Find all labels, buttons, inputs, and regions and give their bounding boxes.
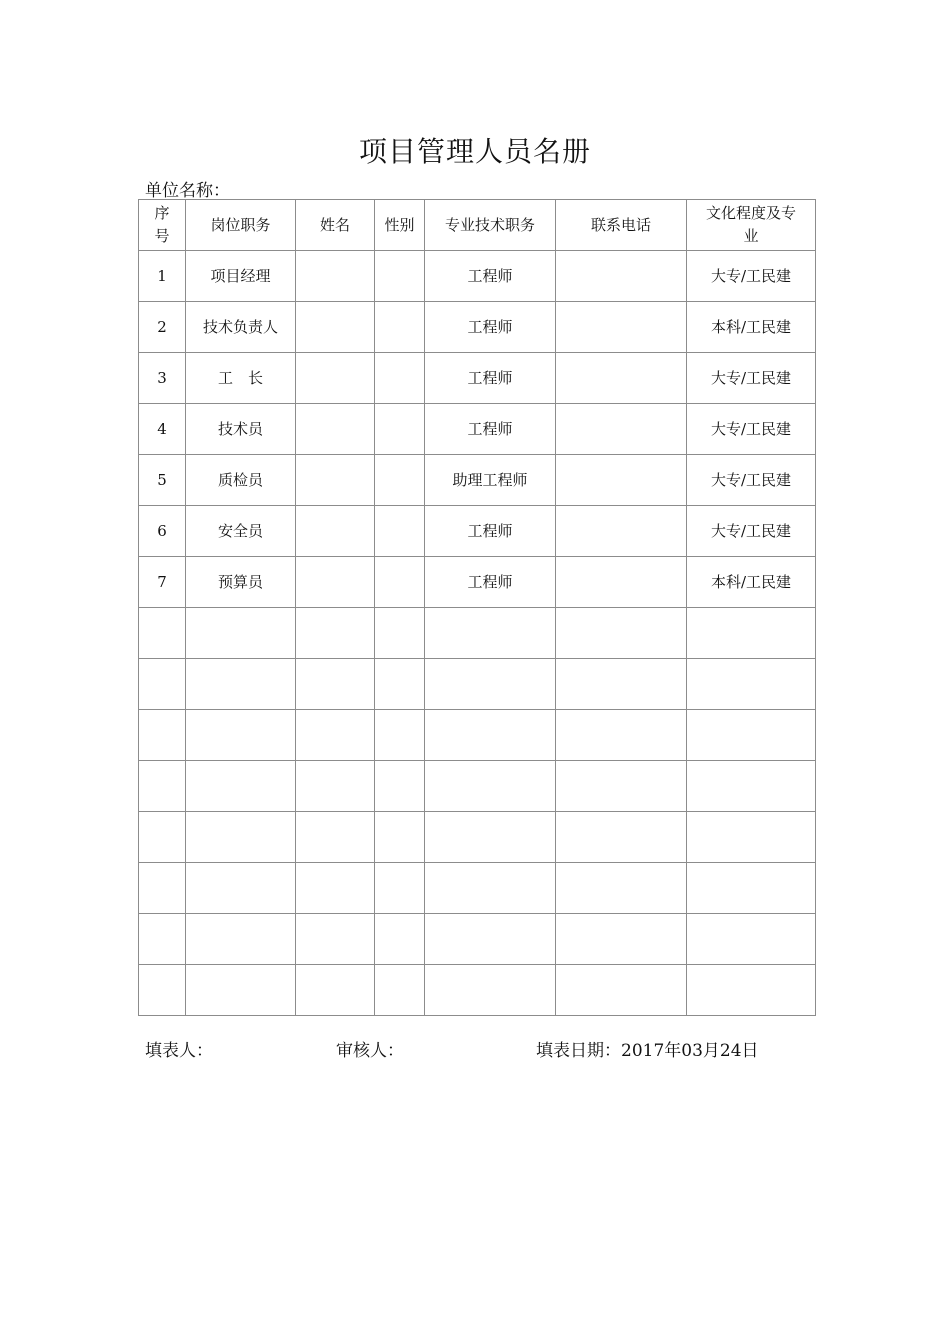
cell-position: 技术员 [186, 404, 296, 455]
cell-seq: 5 [139, 455, 186, 506]
cell-seq: 3 [139, 353, 186, 404]
table-row [139, 251, 816, 302]
cell-tech-title [425, 608, 556, 659]
cell-phone [556, 302, 687, 353]
cell-tech-title [425, 965, 556, 1016]
cell-name [296, 302, 375, 353]
cell-position [186, 710, 296, 761]
fill-date-label: 填表日期：2017年03月24日 [536, 1041, 759, 1061]
header-name: 姓名 [296, 200, 375, 251]
cell-education: 大专/工民建 [687, 251, 816, 302]
cell-tech-title: 工程师 [425, 251, 556, 302]
table-row [139, 812, 816, 863]
cell-phone [556, 761, 687, 812]
unit-name-label: 单位名称： [145, 181, 230, 201]
cell-position [186, 608, 296, 659]
table-header-row [139, 200, 816, 251]
cell-seq [139, 914, 186, 965]
cell-phone [556, 710, 687, 761]
cell-phone [556, 914, 687, 965]
header-position: 岗位职务 [186, 200, 296, 251]
cell-tech-title: 工程师 [425, 404, 556, 455]
cell-name [296, 812, 375, 863]
cell-position: 工 长 [186, 353, 296, 404]
cell-tech-title [425, 812, 556, 863]
cell-phone [556, 863, 687, 914]
cell-position: 预算员 [186, 557, 296, 608]
table-row [139, 710, 816, 761]
table-row [139, 506, 816, 557]
cell-phone [556, 812, 687, 863]
cell-gender [375, 761, 425, 812]
cell-gender [375, 965, 425, 1016]
page-title: 项目管理人员名册 [358, 135, 591, 168]
table-row [139, 608, 816, 659]
table-row [139, 965, 816, 1016]
cell-position: 质检员 [186, 455, 296, 506]
cell-name [296, 506, 375, 557]
cell-education: 大专/工民建 [687, 506, 816, 557]
cell-gender [375, 812, 425, 863]
cell-phone [556, 251, 687, 302]
cell-phone [556, 353, 687, 404]
cell-name [296, 761, 375, 812]
cell-seq [139, 710, 186, 761]
cell-name [296, 710, 375, 761]
cell-phone [556, 965, 687, 1016]
cell-education [687, 659, 816, 710]
table-row [139, 302, 816, 353]
staff-roster-table [138, 199, 816, 1016]
cell-position [186, 812, 296, 863]
cell-phone [556, 404, 687, 455]
cell-education: 本科/工民建 [687, 557, 816, 608]
cell-phone [556, 659, 687, 710]
table-row [139, 353, 816, 404]
table-row [139, 863, 816, 914]
cell-seq: 4 [139, 404, 186, 455]
cell-position: 项目经理 [186, 251, 296, 302]
cell-name [296, 965, 375, 1016]
header-education: 文化程度及专业 [687, 200, 816, 251]
cell-education [687, 812, 816, 863]
cell-gender [375, 608, 425, 659]
cell-name [296, 659, 375, 710]
cell-education: 大专/工民建 [687, 455, 816, 506]
table-row [139, 557, 816, 608]
cell-gender [375, 506, 425, 557]
cell-education [687, 914, 816, 965]
cell-gender [375, 302, 425, 353]
cell-seq: 1 [139, 251, 186, 302]
cell-phone [556, 455, 687, 506]
cell-tech-title [425, 761, 556, 812]
cell-gender [375, 659, 425, 710]
header-tech-title: 专业技术职务 [425, 200, 556, 251]
cell-gender [375, 353, 425, 404]
cell-seq [139, 608, 186, 659]
cell-name [296, 608, 375, 659]
table-row [139, 659, 816, 710]
cell-education [687, 863, 816, 914]
cell-education [687, 608, 816, 659]
cell-seq [139, 761, 186, 812]
header-gender: 性别 [375, 200, 425, 251]
cell-position [186, 863, 296, 914]
table-body [139, 251, 816, 1016]
cell-gender [375, 557, 425, 608]
cell-position [186, 659, 296, 710]
cell-tech-title: 工程师 [425, 557, 556, 608]
table-row [139, 761, 816, 812]
cell-seq: 2 [139, 302, 186, 353]
filler-label: 填表人： [145, 1041, 213, 1061]
cell-education: 大专/工民建 [687, 353, 816, 404]
cell-name [296, 557, 375, 608]
cell-name [296, 404, 375, 455]
cell-education [687, 710, 816, 761]
header-seq: 序号 [139, 200, 186, 251]
cell-gender [375, 710, 425, 761]
cell-seq [139, 863, 186, 914]
cell-name [296, 251, 375, 302]
table-row [139, 455, 816, 506]
cell-tech-title [425, 914, 556, 965]
cell-tech-title: 助理工程师 [425, 455, 556, 506]
cell-phone [556, 506, 687, 557]
cell-gender [375, 863, 425, 914]
cell-seq: 6 [139, 506, 186, 557]
table-row [139, 914, 816, 965]
cell-name [296, 353, 375, 404]
cell-seq: 7 [139, 557, 186, 608]
cell-position: 技术负责人 [186, 302, 296, 353]
cell-education: 大专/工民建 [687, 404, 816, 455]
cell-gender [375, 455, 425, 506]
cell-education: 本科/工民建 [687, 302, 816, 353]
cell-phone [556, 608, 687, 659]
cell-position [186, 914, 296, 965]
cell-seq [139, 965, 186, 1016]
cell-gender [375, 404, 425, 455]
cell-tech-title: 工程师 [425, 353, 556, 404]
cell-tech-title: 工程师 [425, 302, 556, 353]
cell-name [296, 455, 375, 506]
cell-education [687, 965, 816, 1016]
cell-tech-title: 工程师 [425, 506, 556, 557]
cell-phone [556, 557, 687, 608]
cell-position [186, 965, 296, 1016]
cell-name [296, 863, 375, 914]
cell-name [296, 914, 375, 965]
cell-education [687, 761, 816, 812]
cell-tech-title [425, 710, 556, 761]
cell-seq [139, 659, 186, 710]
cell-seq [139, 812, 186, 863]
header-phone: 联系电话 [556, 200, 687, 251]
cell-tech-title [425, 863, 556, 914]
table-row [139, 404, 816, 455]
reviewer-label: 审核人： [336, 1041, 404, 1061]
cell-position: 安全员 [186, 506, 296, 557]
cell-tech-title [425, 659, 556, 710]
cell-gender [375, 251, 425, 302]
cell-position [186, 761, 296, 812]
cell-gender [375, 914, 425, 965]
